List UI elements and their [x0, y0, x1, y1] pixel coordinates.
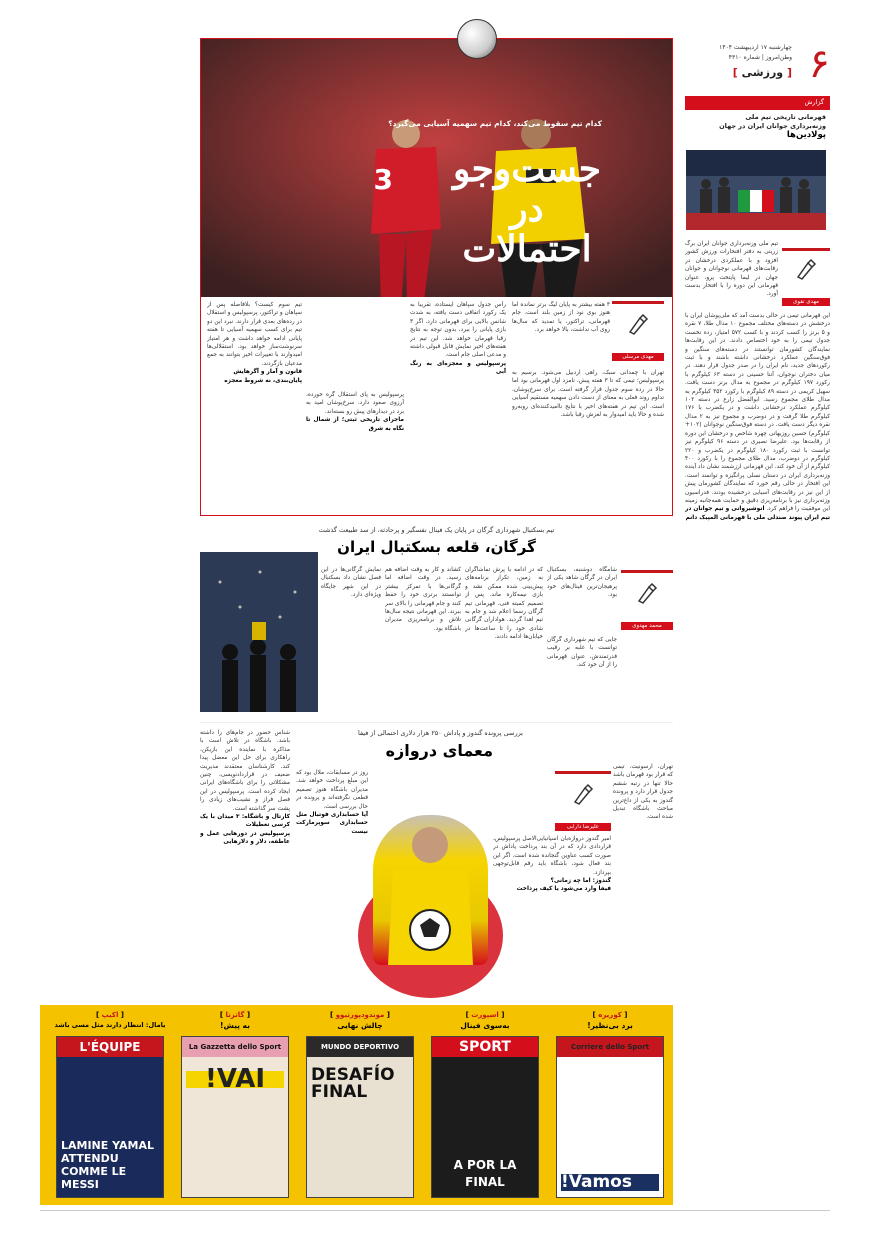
issue-number: وطن‌امروز | شماره ۴۳۱۰ — [728, 54, 792, 61]
feature-author-box — [612, 301, 664, 361]
fountain-pen-icon — [571, 782, 595, 806]
gorgan-column-4: نمایش گرگانی‌ها در این فصل نشان داد بسکتبال در این شهر جایگاه ویژه‌ای دارد. — [321, 567, 381, 599]
fountain-pen-icon — [635, 581, 659, 605]
enigma-title[interactable]: معمای دروازه — [385, 741, 493, 760]
newspaper-cover — [307, 1037, 413, 1197]
section-label — [733, 66, 792, 79]
gorgan-article — [200, 526, 673, 716]
footer-rule — [40, 1210, 830, 1211]
newspaper-cover — [557, 1037, 663, 1197]
newspaper-card[interactable] — [176, 1009, 294, 1201]
newspaper-cover — [182, 1037, 288, 1197]
enigma-column-3 — [296, 769, 368, 998]
sidebar-subhead-2: پیوند صندلی ملی با قهرمانی المپیک دانم — [685, 514, 803, 521]
fountain-pen-icon — [794, 257, 818, 281]
newspaper-masthead: Corriere dello Sport — [557, 1037, 663, 1057]
sidebar-intro: تیم ملی وزنه‌برداری جوانان ایران برگ زرینی به دفتر افتخارات ورزش کشور افزود و با عملکردی درخشان در رقابت‌های قهرمانی نوجوانان و جوانان جهان در لیما پایتخت پرو، عنوان قهرمانی این دوره را با افتخار بدست آورد. — [685, 241, 778, 298]
newspaper-cover — [57, 1037, 163, 1197]
masthead — [685, 42, 830, 98]
fountain-pen-icon — [626, 312, 650, 336]
newspaper-name-text: اسپورت — [471, 1011, 499, 1019]
page-number: ۶ — [808, 41, 830, 87]
feature-column-2 — [410, 301, 506, 511]
gorgan-column-3: کشاند و کار به وقت اضافه هم رسید. در وقت اضافه اما گرگانی‌ها با تمرکز بیشتر توانستند برتری خود را حفظ کنند و جام قهرمانی را بالای سر ببرند. این قهرمانی نتیجه سال‌ها تلاش و برنامه‌ریزی مدیران باشگاه بود. — [385, 567, 461, 632]
enigma-author-box — [555, 771, 611, 831]
feature-column-4-text: پرسپولیس به پای استقلال گره خورده، آرزوی صعود دارد. سرخ‌پوشان امید به برد در دیدارهای پیش رو بسته‌اند. — [306, 392, 404, 415]
goalkeeper-figure — [373, 815, 488, 965]
report-headline-line1: قهرمانی تاریخی تیم ملی — [745, 113, 826, 121]
enigma-author-name: علیرضا دارابی — [555, 823, 611, 831]
sidebar-article — [685, 240, 830, 1125]
feature-article — [200, 38, 673, 516]
gorgan-author-name: محمد مهدوی — [621, 622, 673, 630]
newspaper-masthead: SPORT — [432, 1037, 538, 1057]
enigma-column-1: تهران، ارسونیت. تیمی که قرار بود قهرمان باشد حالا تنها در رتبه ششم جدول قرار دارد و پرونده گندوز به یکی از داغ‌ترین مباحث باشگاه تبدیل شده است. — [613, 764, 673, 821]
feature-column-2-text: رأس جدول سپاهان ایستاده، تقریبا به یک رکورد اتفاقی دست یافته، به شدت شانس بالایی برای قهرمانی دارد. اگر ۳ بازی پایانی را ببرد، بدون توجه به نتایج رقبا قهرمان خواهد شد. این تیم در هفته‌های اخیر نمایش قابل قبولی داشته و مدعی اصلی جام است. — [410, 302, 506, 359]
enigma-subhead-3: آیا حسابداری فوتبال مثل حسابداری سوپرمارکت نیست — [296, 812, 368, 835]
newspaper-card[interactable] — [551, 1009, 669, 1201]
bracket-open: [ — [786, 66, 792, 79]
newspaper-covers-strip — [40, 1005, 673, 1205]
enigma-kicker: بررسی پرونده گندوز و پاداش ۲۵۰ هزار دلاری احتمالی از فیفا — [357, 729, 523, 737]
enigma-column-4 — [200, 729, 290, 998]
newspaper-name: [ گاتزتا ] — [219, 1011, 251, 1019]
newspaper-headline: چالش نهایی — [337, 1021, 383, 1030]
feature-kicker: کدام تیم سقوط می‌کند، کدام تیم سهمیه آسیایی می‌گیرد؟ — [388, 119, 602, 128]
newspaper-name: [ اسپورت ] — [465, 1011, 505, 1019]
sidebar-author-name: مهدی تقوی — [782, 298, 830, 306]
newspaper-name: [ اکیپ ] — [95, 1011, 125, 1019]
newspaper-masthead: MUNDO DEPORTIVO — [307, 1037, 413, 1057]
newspaper-masthead: La Gazzetta dello Sport — [182, 1037, 288, 1057]
newspaper-name-text: گاتزتا — [225, 1011, 245, 1019]
feature-column-4 — [306, 391, 404, 511]
gorgan-author-box — [621, 570, 673, 630]
newspaper-name-text: اکیپ — [101, 1011, 119, 1019]
feature-subhead-4: ماجرای تاریخی ثبتی؛ از شمال تا نگاه به شرق — [306, 417, 404, 432]
gorgan-celebration-photo — [200, 552, 318, 712]
section-name[interactable]: ورزشی — [741, 66, 784, 79]
enigma-subhead-4: کارتال و باشگاه: ۳ میدان با یک کرسی تعطیلات — [200, 814, 290, 829]
enigma-column-2-text: امیر گندوز دروازه‌بان اسپانیایی‌الاصل پرسپولیس، قراردادی دارد که در آن بند پرداخت پاداش در صورت کسب عناوین گنجانده شده است. اگر این بند فعال شود، باشگاه باید رقم قابل‌توجهی بپردازد. — [493, 836, 611, 876]
sidebar-author-box — [782, 248, 830, 306]
enigma-column-2 — [493, 835, 611, 998]
newspaper-headline: برد بی‌نظیر! — [587, 1021, 633, 1030]
newspaper-name: [ کوریره ] — [592, 1011, 628, 1019]
issue-date: چهارشنبه ۱۷ اردیبهشت ۱۴۰۴ — [719, 44, 792, 51]
gorgan-column-2: که در ادامه با پرش تماشاگران به زمین، تکرار برنامه‌های پیش‌بینی شده ممکن نشد و بازی نیمه‌کاره ماند. پس از تصمیم کمیته فنی، قهرمانی تیم گرگان رسما اعلام شد و جام به تیم اهدا گردید. هواداران گرگانی شادی خود را تا ساعت‌ها در خیابان‌ها ادامه دادند. — [465, 567, 543, 641]
enigma-subhead-2: فیفا وارد می‌شود یا کیف پرداخت — [516, 886, 611, 893]
newspaper-headline: یامال: انتظار دارند مثل مسی باشد — [54, 1021, 166, 1029]
feature-column-3 — [207, 301, 302, 511]
bracket-close: ] — [732, 66, 738, 79]
newspaper-card[interactable] — [301, 1009, 419, 1201]
newspaper-card[interactable] — [426, 1009, 544, 1201]
gorgan-column-1a: شامگاه دوشنبه، بسکتبال ایران در گرگان شاهد یکی از پرهیجان‌ترین فینال‌های خود بود. — [547, 567, 617, 599]
report-label: گزارش — [685, 96, 830, 110]
report-headline[interactable] — [686, 113, 826, 140]
newspaper-headline: به‌سوی فینال — [460, 1021, 510, 1030]
enigma-subhead-1: گندوز: اما چه زمانی؟ — [550, 878, 611, 885]
weightlifting-team-photo — [686, 150, 826, 230]
newspaper-cover-text: A POR LA FINAL — [453, 1158, 517, 1189]
feature-subhead-2: قانون و آمار و آگرهایش — [233, 369, 302, 376]
sidebar-subhead-1: انوشیروانی و تیم جوانان در تیم ایران — [685, 506, 830, 521]
goalkeeper-photo — [373, 815, 488, 965]
newspaper-name-text: کوریره — [598, 1011, 622, 1019]
newspaper-cover-text: Vamos! — [561, 1174, 659, 1191]
report-photo — [686, 150, 826, 230]
basketball-celebration-image — [200, 552, 318, 712]
report-headline-big: پولادین‌ها — [786, 130, 826, 140]
enigma-article — [200, 722, 673, 1002]
enigma-subhead-5: پرسپولیس در دورهایی عمل و عاطفه، دلار و دلارهایی — [200, 830, 290, 846]
feature-title[interactable]: جست‌وجو در احتمالات — [453, 148, 601, 270]
newspaper-headline: به پیش! — [220, 1021, 250, 1030]
gorgan-column-1b: جایی که تیم شهرداری گرگان توانست با غلبه بر رقیب قدرتمندش، عنوان قهرمانی را از آن خود کند. — [547, 637, 617, 669]
feature-subhead-1: پرسپولیس و معجزه‌ای به رنگ آبی — [410, 360, 506, 376]
newspaper-card[interactable] — [51, 1009, 169, 1201]
sidebar-body — [685, 312, 830, 1122]
newspaper-cover-text: DESAFÍO FINAL — [311, 1065, 395, 1102]
newspaper-name-text: موندودپورتیوو — [335, 1011, 385, 1019]
feature-lead: ۳ هفته بیشتر به پایان لیگ برتر نمانده اما هنوز بوی نود از زمین بلند است. جام قهرمانی، تراکتور، یا تمدید که سال‌ها روی آب نداشت، بالا خواهد برد. — [512, 302, 610, 334]
feature-column-3-text: تیم سوم کیست؟ بلافاصله پس از سپاهان و تراکتور، پرسپولیس و استقلال در رده‌های بعدی قرار دارند. نبرد این دو تیم برای کسب سهمیه آسیایی تا هفته پایانی ادامه خواهد داشت و هر امتیاز سرنوشت‌ساز خواهد بود. استقلالی‌ها امیدوارند با تغییرات اخیر بتوانند به جمع مدعیان بازگردند. — [207, 302, 302, 367]
enigma-column-4-text: شناس حضور در جام‌های را داشته باشد. باشگاه در تلاش است با مذاکره با نماینده این بازیکن، راهکاری برای حل این معضل پیدا کند. کارشناسان معتقدند مدیریت ضعیف در قراردادنویسی، چنین مشکلاتی را برای باشگاه‌های ایرانی ایجاد کرده است. پرسپولیس در این فصل فراز و نشیب‌های زیادی را پشت سر گذاشته است. — [200, 730, 290, 812]
report-headline-line2: وزنه‌برداری جوانان ایران در جهان — [719, 122, 826, 130]
football-ball-icon — [457, 19, 497, 59]
newspaper-cover-text: LAMINE YAMAL ATTENDU COMME LE MESSI — [61, 1139, 155, 1191]
gorgan-title[interactable]: گرگان، قلعه بسکتبال ایران — [337, 538, 536, 556]
sidebar-body-text: این قهرمانی تیمی در حالی بدست آمد که ملی‌پوشان ایران با درخشش در دسته‌های مختلف مجموع ۱۰ مدال طلا، ۷ نقره و ۵ برنز را کسب کردند و با کسب ۵۷۲ امتیاز، رده نخست جدول تیمی را به خود اختصاص دادند. در این رقابت‌ها نمایندگان کشورمان توانستند در دسته‌های سنگین و فوق‌سنگین عملکرد درخشانی داشته باشند و با ثبت رکوردهای جدید، نام ایران را در صدر جدول قرار دهند. در میان دختران نوجوان، آتنا حسینی در دسته ۶۳ کیلوگرم با رکورد ۱۹۷ کیلوگرم در مجموع به مدال برنز دست یافت. سهیل کریمی در دسته ۸۹ کیلوگرم با رکورد ۳۵۲ کیلوگرم به مدال طلای مجموع رسید. ابوالفضل زارع در دسته ۱۰۲ کیلوگرم عملکرد درخشانی داشت و در یکضرب با ۱۷۶ کیلوگرم طلا گرفت و در دوضرب و مجموع نیز به ۲ مدال نقره دیگر دست یافت. در دسته فوق‌سنگین نوجوانان (۱۰۲+ کیلوگرم) حسین روزبهانی چهره شاخص و درخشان این دوره از رقابت‌ها بود. علیرضا نصیری در دسته ۹۶ کیلوگرم نیز توانست با ثبت رکورد ۱۸۰ کیلوگرم در یکضرب و ۲۲۰ کیلوگرم در دوضرب، مدال طلای مجموع را با رکورد ۴۰۰ کیلوگرم از آن خود کند. این قهرمانی ارزشمند نشان داد آینده وزنه‌برداری ایران در دستان نسلی پرانگیزه و توانمند است. این افتخار در حالی رقم خورد که نمایندگان کشورمان پیش از این نیز در رقابت‌های آسیایی درخشیده بودند. فدراسیون وزنه‌برداری نیز با برنامه‌ریزی دقیق و حمایت همه‌جانبه زمینه این موفقیت را فراهم کرد. — [685, 313, 830, 513]
feature-subhead-3: پایان‌بندی، نه شروط معجزه — [224, 377, 302, 384]
newspaper-name: [ موندودپورتیوو ] — [330, 1011, 390, 1019]
newspaper-masthead: L'ÉQUIPE — [57, 1037, 163, 1057]
enigma-column-3-text: روز در مسابقات، ملال بود که این مبلغ پرداخت خواهد شد. مدیران باشگاه هنوز تصمیم قطعی نگرفته‌اند و پرونده در حال بررسی است. — [296, 770, 368, 810]
gorgan-kicker: تیم بسکتبال شهرداری گرگان در پایان یک فینال نفسگیر و پرحادثه، از سد طبیعت گذشت — [318, 526, 555, 534]
feature-author-name: مهدی مرسلی — [612, 353, 664, 361]
newspaper-cover — [432, 1037, 538, 1197]
feature-column-1: تهران با چمدانی سبک، راهی اردبیل می‌شود. برسیم به پرسپولیس؛ تیمی که تا ۳ هفته پیش، نامزد اول قهرمانی بود اما حالا در رده سوم جدول قرار گرفته است. برای سرخ‌پوشان، تداوم روند فعلی به معنای از دست دادن سهمیه مستقیم آسیایی است. این تیم در هفته‌های اخیر با نتایج ناامیدکننده‌ای روبه‌رو شده و حالا باید امیدوار به لغزش رقبا باشد. — [512, 370, 664, 419]
svg-text:3: 3 — [373, 163, 393, 196]
newspaper-cover-text: VAI! — [186, 1071, 284, 1088]
